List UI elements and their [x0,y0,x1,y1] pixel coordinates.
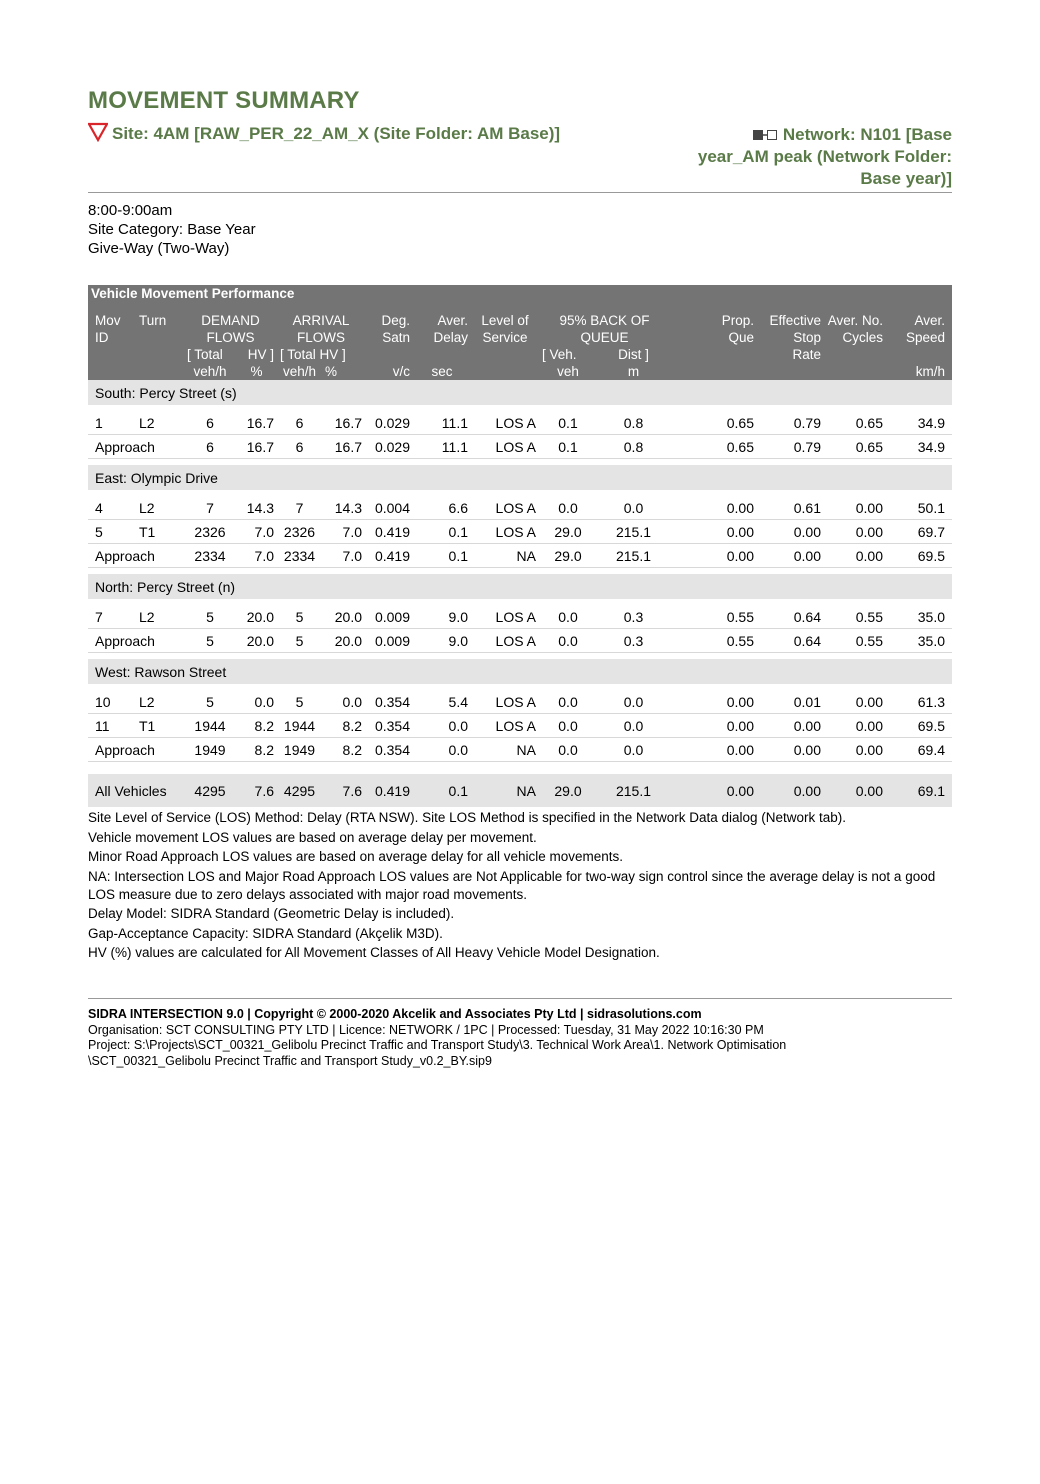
table-cell: 0.00 [824,714,886,738]
note: HV (%) values are calculated for All Movement Classes of All Heavy Vehicle Model Designation. [88,945,660,960]
table-cell: 0.55 [670,629,757,653]
table-cell: Approach [88,629,184,653]
table-cell: 0.004 [365,496,413,520]
table-cell: 7.6 [236,774,277,807]
table-cell: 5 [88,520,136,544]
table-cell: 35.0 [886,629,952,653]
table-cell: 0.65 [824,411,886,435]
site-label: Site: 4AM [RAW_PER_22_AM_X (Site Folder: AM Base)] [112,124,561,143]
table-cell: 7.0 [322,520,365,544]
section-label: West: Rawson Street [88,659,952,684]
table-cell: 1949 [277,738,322,762]
table-cell: T1 [136,714,184,738]
report-header [88,120,952,192]
col-turn: Turn [136,310,184,346]
table-cell: 2334 [184,544,236,568]
note: Minor Road Approach LOS values are based on average delay for all vehicle movements. [88,849,624,864]
table-cell: LOS A [471,629,539,653]
table-cell: 0.00 [670,690,757,714]
table-cell: 0.0 [597,714,670,738]
table-cell: 16.7 [322,411,365,435]
col-cycles: Aver. No. Cycles [824,310,886,346]
table-cell: 0.3 [597,605,670,629]
table-cell: 7.0 [322,544,365,568]
note: Site Level of Service (LOS) Method: Delay (RTA NSW). Site LOS Method is specified in the Network Data dialog (Network tab). [88,810,847,825]
table-cell: T1 [136,520,184,544]
table-cell: 20.0 [322,605,365,629]
table-cell: 0.00 [670,774,757,807]
approach-row [88,629,952,653]
table-cell: 69.5 [886,714,952,738]
table-cell: 0.00 [670,738,757,762]
table-cell: LOS A [471,690,539,714]
table-cell: LOS A [471,714,539,738]
table-cell: 29.0 [539,520,597,544]
table-cell: 0.0 [539,738,597,762]
table-cell: 11 [88,714,136,738]
table-cell: 0.00 [824,496,886,520]
col-los: Level of Service [471,310,539,346]
table-cell: 14.3 [322,496,365,520]
table-cell: LOS A [471,411,539,435]
table-cell: NA [471,738,539,762]
all-vehicles-row [88,774,952,807]
unit-demand-hv: % [236,363,277,380]
site-heading [88,122,560,144]
table-cell: 69.5 [886,544,952,568]
site-meta [88,201,952,258]
table-cell: 0.64 [757,629,824,653]
table-cell: 0.3 [597,629,670,653]
table-cell: 4 [88,496,136,520]
table-cell: 0.00 [757,520,824,544]
note: Gap-Acceptance Capacity: SIDRA Standard (Akçelik M3D). [88,925,443,941]
table-cell: 11.1 [413,411,471,435]
table-cell: 0.1 [413,774,471,807]
table-cell: 0.00 [757,774,824,807]
col-demand: DEMAND FLOWS [184,310,277,346]
footer-project: Project: S:\Projects\SCT_00321_Gelibolu Precinct Traffic and Transport Study\3. Technical Work Area\1. Network Optimisation [88,1038,787,1052]
table-cell: 5 [184,690,236,714]
table-cell: 0.419 [365,544,413,568]
time-period: 8:00-9:00am [88,202,173,219]
table-cell: 7.6 [322,774,365,807]
table-cell: L2 [136,605,184,629]
table-cell: 9.0 [413,629,471,653]
table-cell: 69.7 [886,520,952,544]
col-queue: 95% BACK OF QUEUE [539,310,670,346]
table-cell: 6 [184,435,236,459]
col-arrival: ARRIVAL FLOWS [277,310,365,346]
table-cell: 34.9 [886,411,952,435]
table-cell: 0.0 [539,690,597,714]
section-label: East: Olympic Drive [88,465,952,490]
section-label: South: Percy Street (s) [88,380,952,405]
col-queue-dist: Dist ] [597,346,670,363]
table-cell: 5 [184,605,236,629]
table-cell: 0.0 [597,496,670,520]
table-cell: 0.0 [539,496,597,520]
approach-row [88,544,952,568]
table-cell: 0.009 [365,605,413,629]
table-cell: 1944 [277,714,322,738]
yield-triangle-icon [88,122,108,142]
table-cell: LOS A [471,605,539,629]
table-cell: Approach [88,738,184,762]
network-label-1: Network: N101 [Base [782,125,952,144]
table-cell: Approach [88,435,184,459]
table-cell: 8.2 [322,738,365,762]
table-cell: 6.6 [413,496,471,520]
notes [88,809,952,962]
table-cell: 0.00 [824,544,886,568]
table-cell: 0.0 [322,690,365,714]
note: NA: Intersection LOS and Major Road Approach LOS values are Not Applicable for two-way sign control since the average delay is not a good LOS measure due to zero delays associated with major road movements. [88,868,936,902]
table-cell: 5 [184,629,236,653]
table-cell: 0.1 [413,520,471,544]
col-arrival-sub: [ Total HV ] [277,346,365,363]
table-cell: All Vehicles [88,774,184,807]
table-cell: 0.029 [365,435,413,459]
table-cell: 20.0 [236,605,277,629]
note: Vehicle movement LOS values are based on average delay per movement. [88,829,537,845]
table-cell: 0.0 [597,690,670,714]
table-cell: 215.1 [597,544,670,568]
table-cell: 5 [277,629,322,653]
table-row [88,690,952,714]
table-cell: 6 [184,411,236,435]
table-cell: 2326 [277,520,322,544]
unit-queue-dist: m [597,363,670,380]
unit-arrival-hv: % [322,363,365,380]
table-cell: LOS A [471,520,539,544]
table-cell: 0.419 [365,774,413,807]
table-cell: 0.55 [824,605,886,629]
table-cell: LOS A [471,435,539,459]
section-label: North: Percy Street (n) [88,574,952,599]
section-row [88,574,952,599]
table-cell: 16.7 [236,411,277,435]
table-cell: 0.8 [597,411,670,435]
table-cell: 6 [277,411,322,435]
table-row [88,605,952,629]
table-cell: 0.00 [824,690,886,714]
network-nodes-icon [753,130,777,141]
footer-project-file: \SCT_00321_Gelibolu Precinct Traffic and Transport Study_v0.2_BY.sip9 [88,1053,492,1068]
col-delay: Aver. Delay [413,310,471,346]
unit-deg-satn: v/c [365,363,413,380]
table-cell: 0.1 [539,435,597,459]
table-body [88,380,952,807]
movement-table [88,285,952,807]
table-row [88,714,952,738]
unit-speed: km/h [886,363,952,380]
table-cell: 0.0 [539,629,597,653]
network-label-3: Base year)] [860,169,952,188]
table-cell: 0.65 [670,435,757,459]
network-label-2: year_AM peak (Network Folder: [697,147,952,166]
col-queue-veh: [ Veh. [539,346,597,363]
table-cell: 7 [184,496,236,520]
table-cell: 0.354 [365,714,413,738]
table-cell: 0.029 [365,411,413,435]
table-cell: 0.79 [757,411,824,435]
col-mov: Mov ID [88,310,136,346]
table-row [88,411,952,435]
table-cell: 14.3 [236,496,277,520]
table-cell: 0.354 [365,738,413,762]
table-cell: 2326 [184,520,236,544]
table-cell: 6 [277,435,322,459]
table-cell: NA [471,774,539,807]
table-cell: 0.354 [365,690,413,714]
table-cell: 8.2 [322,714,365,738]
table-cell: 4295 [184,774,236,807]
col-stop-rate: Effective Stop Rate [757,310,824,363]
table-row [88,496,952,520]
page-title: MOVEMENT SUMMARY [88,87,360,114]
table-cell: 0.64 [757,605,824,629]
table-cell: 35.0 [886,605,952,629]
table-cell: 69.4 [886,738,952,762]
table-cell: L2 [136,411,184,435]
unit-demand-total: veh/h [184,363,236,380]
table-cell: 0.00 [824,738,886,762]
table-cell: 0.00 [670,520,757,544]
table-cell: 9.0 [413,605,471,629]
table-cell: 0.009 [365,629,413,653]
table-cell: 5 [277,690,322,714]
col-speed: Aver. Speed [886,310,952,346]
table-cell: 0.79 [757,435,824,459]
table-cell: L2 [136,690,184,714]
table-cell: 0.8 [597,435,670,459]
table-cell: 1944 [184,714,236,738]
table-cell: 7 [88,605,136,629]
footer-organisation: Organisation: SCT CONSULTING PTY LTD | Licence: NETWORK / 1PC | Processed: Tuesday, 31 May 2022 10:16:30 PM [88,1022,764,1037]
unit-queue-veh: veh [539,363,597,380]
table-cell: 0.00 [757,738,824,762]
approach-row [88,435,952,459]
table-cell: 8.2 [236,738,277,762]
site-category: Site Category: Base Year [88,221,256,238]
table-row [88,520,952,544]
table-cell: 215.1 [597,774,670,807]
network-heading [652,124,952,190]
table-cell: 20.0 [236,629,277,653]
section-row [88,380,952,405]
table-cell: 61.3 [886,690,952,714]
approach-row [88,738,952,762]
table-cell: LOS A [471,496,539,520]
table-cell: 0.00 [670,714,757,738]
table-cell: 34.9 [886,435,952,459]
table-cell: 7 [277,496,322,520]
col-prop-que: Prop. Que [670,310,757,346]
table-cell: Approach [88,544,184,568]
table-cell: 10 [88,690,136,714]
table-cell: 0.419 [365,520,413,544]
table-cell: 16.7 [322,435,365,459]
table-header [88,285,952,380]
col-deg-satn: Deg. Satn [365,310,413,346]
unit-arrival-total: veh/h [277,363,322,380]
table-cell: 69.1 [886,774,952,807]
table-cell: L2 [136,496,184,520]
header-divider [88,192,952,193]
table-cell: 7.0 [236,544,277,568]
table-cell: 0.00 [670,496,757,520]
table-cell: 0.01 [757,690,824,714]
table-cell: 0.00 [757,714,824,738]
table-cell: 0.65 [824,435,886,459]
section-row [88,465,952,490]
table-cell: 0.55 [824,629,886,653]
table-cell: 1949 [184,738,236,762]
report-page [88,86,952,1069]
table-cell: 0.0 [539,605,597,629]
table-cell: 8.2 [236,714,277,738]
table-cell: 0.1 [413,544,471,568]
table-cell: 0.0 [597,738,670,762]
table-cell: 7.0 [236,520,277,544]
table-cell: 0.00 [757,544,824,568]
table-cell: 0.1 [539,411,597,435]
unit-delay: sec [413,363,471,380]
table-cell: 0.00 [670,544,757,568]
table-cell: 0.00 [824,520,886,544]
table-cell: 0.0 [413,714,471,738]
table-cell: 0.00 [824,774,886,807]
table-cell: 29.0 [539,774,597,807]
table-cell: 0.0 [236,690,277,714]
col-demand-total: [ Total [184,346,236,363]
table-cell: 0.61 [757,496,824,520]
table-cell: 1 [88,411,136,435]
table-cell: 0.0 [539,714,597,738]
table-cell: 215.1 [597,520,670,544]
table-cell: 0.55 [670,605,757,629]
table-cell: 0.0 [413,738,471,762]
table-cell: 0.65 [670,411,757,435]
table-cell: 50.1 [886,496,952,520]
section-row [88,659,952,684]
control-type: Give-Way (Two-Way) [88,240,230,257]
table-cell: 2334 [277,544,322,568]
table-cell: 16.7 [236,435,277,459]
footer-copyright: SIDRA INTERSECTION 9.0 | Copyright © 2000-2020 Akcelik and Associates Pty Ltd | sidrasolutions.com [88,1007,702,1021]
col-demand-hv: HV ] [236,346,277,363]
table-cell: NA [471,544,539,568]
table-cell: 29.0 [539,544,597,568]
table-cell: 5 [277,605,322,629]
table-cell: 5.4 [413,690,471,714]
table-cell: 11.1 [413,435,471,459]
table-cell: 4295 [277,774,322,807]
table-caption: Vehicle Movement Performance [88,285,952,310]
note: Delay Model: SIDRA Standard (Geometric Delay is included). [88,906,455,921]
table-cell: 20.0 [322,629,365,653]
footer [88,998,952,1069]
